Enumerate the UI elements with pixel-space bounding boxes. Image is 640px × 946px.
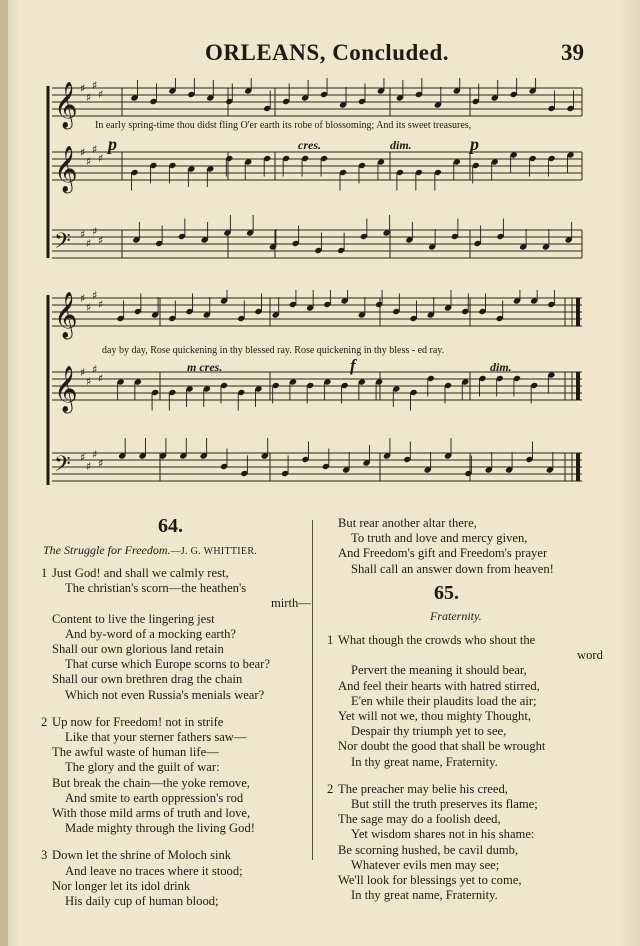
sharp-icon: ♯ — [80, 451, 86, 464]
sharp-icon: ♯ — [98, 88, 104, 101]
verse-text: The christian's scorn—the heathen's — [65, 581, 247, 596]
sharp-icon: ♯ — [86, 91, 92, 104]
hymn-number-64: 64. — [158, 515, 183, 537]
verse-text: In thy great name, Fraternity. — [351, 754, 498, 769]
verse-line — [327, 755, 617, 770]
verse-line — [41, 776, 309, 791]
sharp-icon: ♯ — [80, 82, 86, 95]
final-bar-line — [576, 298, 580, 326]
treble-clef-icon: 𝄞 — [54, 366, 78, 412]
bass-clef-icon: 𝄢 — [54, 229, 71, 259]
verse-line — [41, 627, 309, 642]
sharp-icon: ♯ — [80, 146, 86, 159]
verse-text: Shall our own brethren drag the chain — [52, 672, 243, 687]
verse-text: And leave no traces where it stood; — [65, 863, 243, 878]
hymn-64-title-line — [43, 543, 257, 558]
treble-clef-icon: 𝄞 — [54, 82, 78, 128]
verse-text: What though the crowds who shout the — [338, 633, 536, 647]
sharp-icon: ♯ — [92, 448, 98, 461]
verse-line — [41, 672, 309, 687]
verse-text: And smite to earth oppression's rod — [65, 790, 244, 805]
sharp-icon: ♯ — [92, 143, 98, 156]
dynamic-mark: f — [350, 356, 356, 375]
sharp-icon: ♯ — [86, 375, 92, 388]
hymn-64-title: The Struggle for Freedom. — [43, 543, 171, 557]
sharp-icon: ♯ — [86, 460, 92, 473]
bass-clef-icon: 𝄢 — [54, 452, 71, 482]
verse-number: 1 — [41, 566, 48, 580]
verse-number: 3 — [41, 848, 48, 863]
sharp-icon: ♯ — [80, 366, 86, 379]
verse — [41, 848, 309, 909]
sharp-icon: ♯ — [92, 363, 98, 376]
page-number: 39 — [561, 40, 584, 65]
verse-line — [41, 791, 309, 806]
verse-line — [327, 782, 617, 797]
verse-line — [327, 633, 617, 648]
verse-text: Up now for Freedom! not in strife — [52, 714, 224, 729]
final-bar-line — [576, 453, 580, 481]
lyrics-system-2: day by day, Rose quickening in thy blessed ray. Rose quickening in thy bless - ed ray. — [102, 345, 445, 356]
sharp-icon: ♯ — [98, 457, 104, 470]
verse-line — [41, 581, 309, 596]
verse-text: The preacher may belie his creed, — [338, 781, 508, 796]
final-bar-line — [576, 372, 580, 400]
verse-line — [327, 516, 617, 531]
verse-line — [41, 760, 309, 775]
dynamic-mark: m cres. — [187, 360, 223, 374]
hymn-number-65: 65. — [434, 582, 459, 604]
verse-line — [41, 848, 309, 863]
verse-text: Yet will not we, thou mighty Thought, — [338, 709, 532, 724]
sharp-icon: ♯ — [98, 372, 104, 385]
verse-text: The awful waste of human life— — [52, 745, 219, 760]
verse-text: Shall call an answer down from heaven! — [351, 561, 554, 576]
music-system-2 — [0, 290, 640, 495]
dynamic-mark: p — [108, 134, 117, 154]
verse-text: We'll look for blessings yet to come, — [338, 873, 522, 888]
verse-line — [327, 739, 617, 754]
sharp-icon: ♯ — [86, 237, 92, 250]
hymn-64-text — [41, 566, 309, 909]
verse-line — [41, 596, 309, 611]
verse-line — [327, 858, 617, 873]
verse-text: Nor doubt the good that shall be wrought — [338, 739, 546, 754]
verse-text: But still the truth preserves its flame; — [351, 797, 538, 812]
verse — [41, 715, 309, 837]
verse-line — [41, 642, 309, 657]
verse-text: And feel their hearts with hatred stirred, — [338, 678, 540, 693]
verse — [327, 782, 617, 904]
sharp-icon: ♯ — [80, 292, 86, 305]
hymn-64-continued — [327, 516, 617, 577]
verse-line — [327, 724, 617, 739]
verse-line — [41, 688, 309, 703]
verse-line — [327, 888, 617, 903]
dynamic-mark: cres. — [298, 138, 321, 152]
dynamic-mark: dim. — [390, 138, 412, 152]
sharp-icon: ♯ — [98, 234, 104, 247]
verse-text: And by-word of a mocking earth? — [65, 626, 237, 641]
hymn-65-title: Fraternity. — [430, 609, 482, 623]
sharp-icon: ♯ — [98, 152, 104, 165]
verse-line — [41, 715, 309, 730]
verse-line — [327, 694, 617, 709]
verse-line — [327, 663, 617, 678]
verse-text: But break the chain—the yoke remove, — [52, 775, 250, 790]
verse-text: mirth— — [271, 596, 311, 611]
treble-clef-icon: 𝄞 — [54, 146, 78, 192]
verse-text: With those mild arms of truth and love, — [52, 806, 251, 821]
verse-text: And Freedom's gift and Freedom's prayer — [338, 546, 548, 561]
verse-line — [327, 546, 617, 561]
verse-line — [41, 730, 309, 745]
verse-text: Despair thy triumph yet to see, — [351, 724, 507, 739]
hymn-64-author: —J. G. WHITTIER. — [170, 546, 258, 557]
verse-text: Whatever evils men may see; — [351, 857, 500, 872]
page-title: ORLEANS, Concluded. — [205, 40, 450, 65]
verse-line — [327, 562, 617, 577]
verse-line — [327, 843, 617, 858]
verse-text: To truth and love and mercy given, — [351, 531, 528, 546]
verse-line — [41, 745, 309, 760]
verse-line — [327, 648, 617, 663]
verse-text: Which not even Russia's menials wear? — [65, 687, 265, 702]
sharp-icon: ♯ — [92, 79, 98, 92]
sharp-icon: ♯ — [86, 155, 92, 168]
treble-clef-icon: 𝄞 — [54, 292, 78, 338]
verse-line — [327, 679, 617, 694]
verse-line — [41, 612, 309, 627]
music-system-1 — [0, 78, 640, 273]
sharp-icon: ♯ — [92, 225, 98, 238]
verse-line — [41, 566, 309, 581]
verse-text: Made mighty through the living God! — [65, 821, 255, 836]
lyrics-system-1: In early spring-time thou didst fling O'er earth its robe of blossoming; And its sweet treasures, — [95, 120, 472, 131]
verse-line — [327, 709, 617, 724]
verse-text: In thy great name, Fraternity. — [351, 888, 498, 903]
hymn-65-text — [327, 633, 617, 903]
verse-text: Nor longer let its idol drink — [52, 878, 191, 893]
column-divider — [312, 520, 313, 860]
verse-line — [41, 864, 309, 879]
verse-line — [327, 797, 617, 812]
verse-line — [41, 821, 309, 836]
verse-line — [327, 827, 617, 842]
dynamic-mark: dim. — [490, 360, 512, 374]
verse-line — [327, 873, 617, 888]
verse-line — [41, 806, 309, 821]
sharp-icon: ♯ — [92, 290, 98, 302]
sharp-icon: ♯ — [80, 228, 86, 241]
verse-text: But rear another altar there, — [338, 516, 477, 530]
verse-text: The sage may do a foolish deed, — [338, 812, 501, 827]
verse-text: word — [577, 648, 603, 663]
verse-text: Pervert the meaning it should bear, — [351, 663, 527, 678]
verse-line — [41, 657, 309, 672]
verse-number: 2 — [327, 781, 334, 796]
verse — [41, 566, 309, 703]
sharp-icon: ♯ — [86, 301, 92, 314]
verse-text: Shall our own glorious land retain — [52, 642, 224, 657]
verse — [327, 633, 617, 770]
verse-line — [41, 894, 309, 909]
verse-text: Like that your sterner fathers saw— — [65, 730, 247, 745]
verse-text: Down let the shrine of Moloch sink — [52, 848, 232, 863]
verse-text: Just God! and shall we calmly rest, — [52, 566, 229, 580]
verse-text: Be scorning hushed, be cavil dumb, — [338, 842, 519, 857]
dynamic-mark: p — [470, 134, 479, 154]
verse-text: Content to live the lingering jest — [52, 611, 215, 626]
verse-line — [41, 879, 309, 894]
verse-text: That curse which Europe scorns to bear? — [65, 657, 270, 672]
verse-text: E'en while their plaudits load the air; — [351, 693, 537, 708]
verse-number: 2 — [41, 714, 48, 729]
sharp-icon: ♯ — [98, 298, 104, 311]
verse-text: Yet wisdom shares not in his shame: — [351, 827, 535, 842]
verse-text: The glory and the guilt of war: — [65, 760, 220, 775]
verse-number: 1 — [327, 633, 334, 647]
verse-line — [327, 812, 617, 827]
verse-line — [327, 531, 617, 546]
verse-text: His daily cup of human blood; — [65, 894, 219, 909]
